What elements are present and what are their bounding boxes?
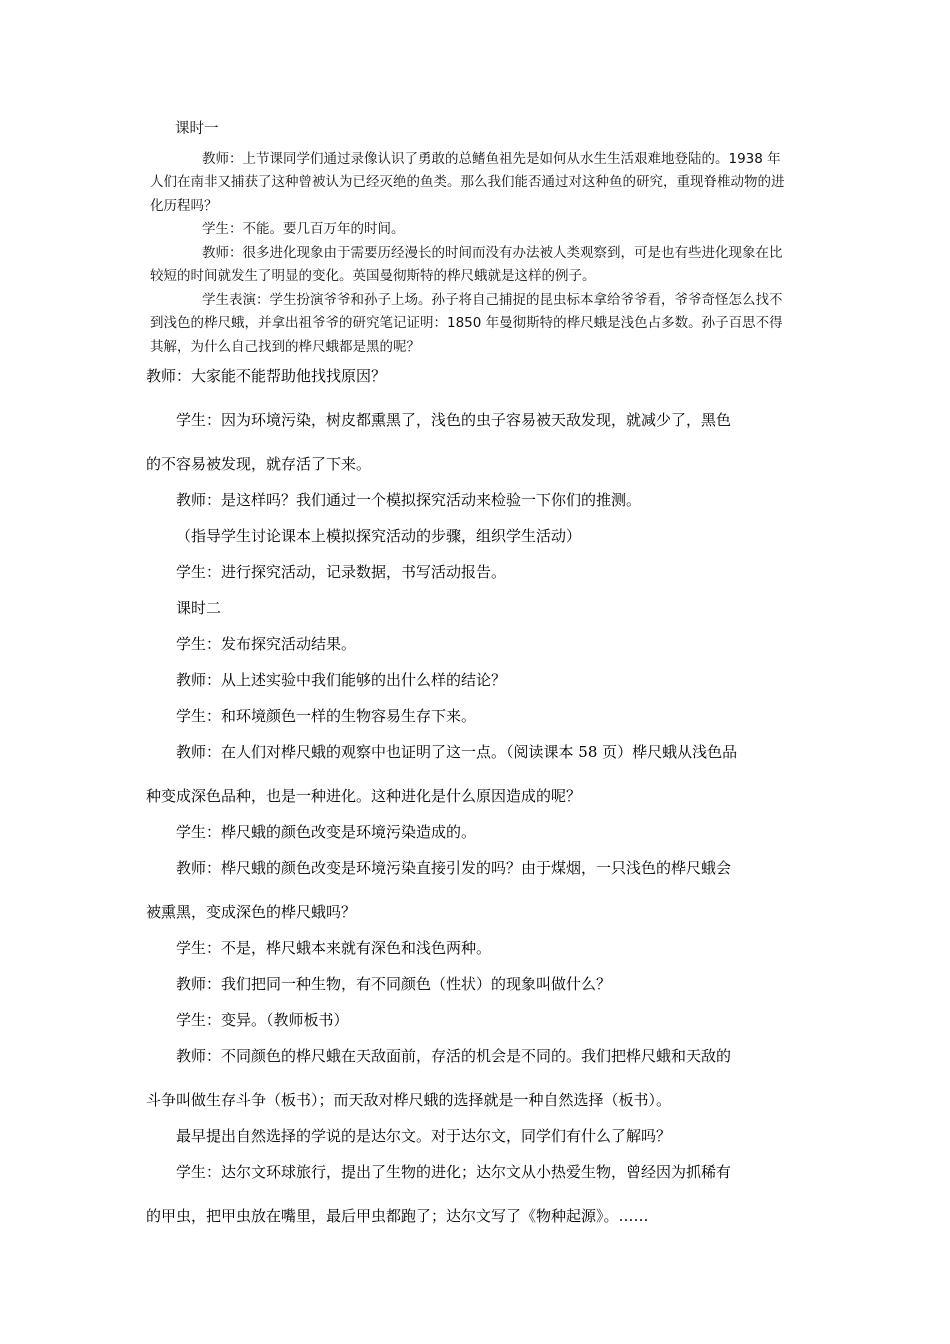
dialogue-line: 学生：因为环境污染，树皮都熏黑了，浅色的虫子容易被天敌发现，就减少了，黑色	[176, 411, 732, 429]
dialogue-line: 的甲虫，把甲虫放在嘴里，最后甲虫都跑了；达尔文写了《物种起源》。……	[146, 1207, 649, 1225]
dialogue-line: 被熏黑，变成深色的桦尺蛾吗？	[146, 903, 357, 921]
section-heading-lesson-2: 课时二	[176, 599, 222, 617]
dialogue-line: 学生：桦尺蛾的颜色改变是环境污染造成的。	[176, 823, 477, 841]
dialogue-line: 教师：大家能不能帮助他找找原因？	[146, 367, 387, 385]
dialogue-line: 教师：我们把同一种生物，有不同颜色（性状）的现象叫做什么？	[176, 975, 612, 993]
dialogue-line: 学生：变异。（教师板书）	[176, 1011, 349, 1029]
dialogue-line: 学生：和环境颜色一样的生物容易生存下来。	[176, 707, 477, 725]
dialogue-line: 教师：从上述实验中我们能够的出什么样的结论？	[176, 671, 507, 689]
section-heading-lesson-1: 课时一	[175, 121, 219, 137]
dialogue-line: 教师：桦尺蛾的颜色改变是环境污染直接引发的吗？由于煤烟，一只浅色的桦尺蛾会	[176, 859, 732, 877]
dialogue-line: 教师：是这样吗？我们通过一个模拟探究活动来检验一下你们的推测。	[176, 491, 642, 509]
excerpt-paragraph: 学生：不能。要几百万年的时间。	[202, 221, 405, 237]
dialogue-line: 学生：不是，桦尺蛾本来就有深色和浅色两种。	[176, 939, 492, 957]
dialogue-line: 的不容易被发现，就存活了下来。	[146, 455, 372, 473]
dialogue-line: 斗争叫做生存斗争（板书）；而天敌对桦尺蛾的选择就是一种自然选择（板书）。	[146, 1091, 672, 1109]
dialogue-line: 种变成深色品种，也是一种进化。这种进化是什么原因造成的呢？	[146, 787, 582, 805]
excerpt-paragraph: 学生表演：学生扮演爷爷和孙子上场。孙子将自己捕捉的昆虫标本拿给爷爷看，爷爷奇怪怎么找不到浅色的桦尺蛾，并拿出祖爷爷的研究笔记证明：1850 年曼彻斯特的桦尺蛾是浅色占多数。孙子百思不得其解，为什么自己找到的桦尺蛾都是黑的呢？	[150, 291, 783, 355]
excerpt-paragraph: 教师：上节课同学们通过录像认识了勇敢的总鳍鱼祖先是如何从水生生活艰难地登陆的。1938 年人们在南非又捕获了这种曾被认为已经灭绝的鱼类。那么我们能否通过对这种鱼的研究，重现脊椎动物的进化历程吗？	[150, 150, 785, 214]
dialogue-line: 学生：进行探究活动，记录数据，书写活动报告。	[176, 563, 507, 581]
dialogue-line: 教师：在人们对桦尺蛾的观察中也证明了这一点。（阅读课本 58 页）桦尺蛾从浅色品	[176, 743, 738, 761]
embedded-text-image	[150, 118, 790, 359]
dialogue-line: 最早提出自然选择的学说的是达尔文。对于达尔文，同学们有什么了解吗？	[176, 1127, 672, 1145]
excerpt-paragraph: 教师：很多进化现象由于需要历经漫长的时间而没有办法被人类观察到，可是也有些进化现象在比较短的时间就发生了明显的变化。英国曼彻斯特的桦尺蛾就是这样的例子。	[150, 244, 783, 284]
dialogue-line: 教师：不同颜色的桦尺蛾在天敌面前，存活的机会是不同的。我们把桦尺蛾和天敌的	[176, 1047, 732, 1065]
dialogue-line: （指导学生讨论课本上模拟探究活动的步骤，组织学生活动）	[176, 527, 582, 545]
dialogue-line: 学生：发布探究活动结果。	[176, 635, 357, 653]
dialogue-line: 学生：达尔文环球旅行，提出了生物的进化；达尔文从小热爱生物，曾经因为抓稀有	[176, 1163, 732, 1181]
